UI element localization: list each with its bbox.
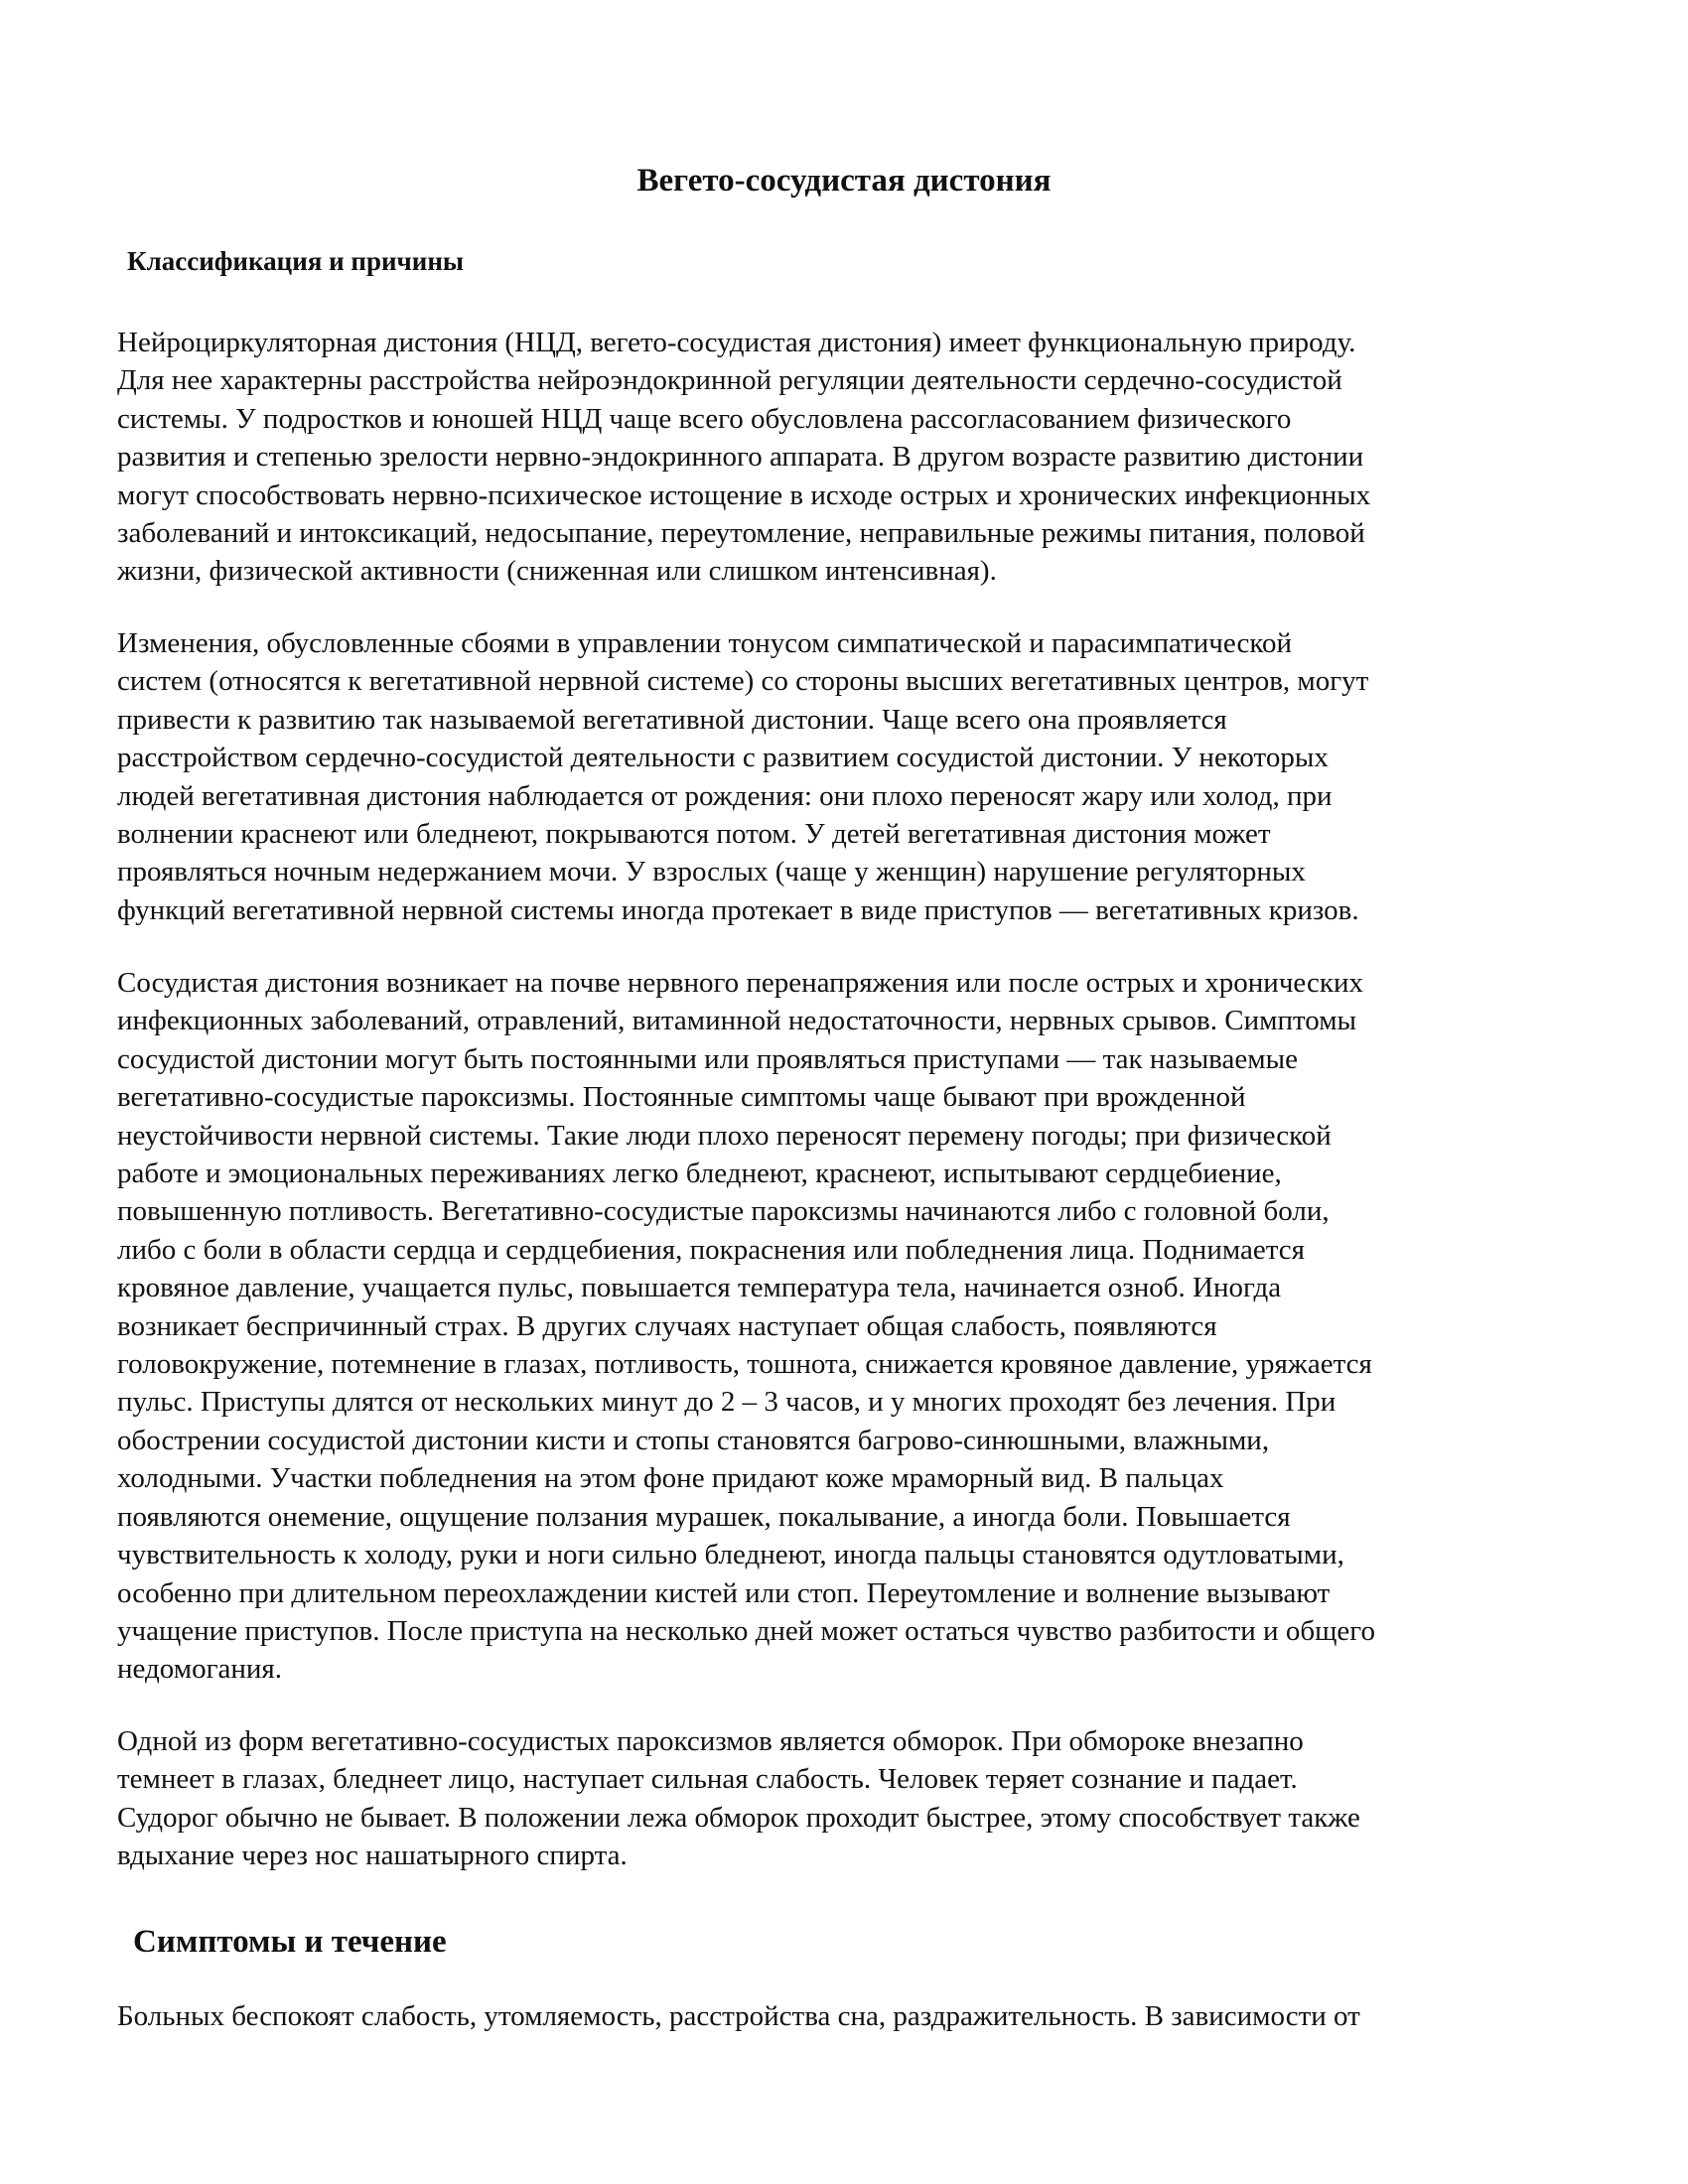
text-line: учащение приступов. После приступа на несколько дней может остаться чувство разбитости и общего [117,1614,1375,1647]
paragraph-vegetative-dystonia [117,624,1587,929]
text-line: Судорог обычно не бывает. В положении лежа обморок проходит быстрее, этому способствует также [117,1801,1360,1834]
text-line: повышенную потливость. Вегетативно-сосудистые пароксизмы начинаются либо с головной боли, [117,1195,1330,1228]
section-heading-classification: Классификация и причины [127,246,464,276]
text-line: Одной из форм вегетативно-сосудистых пароксизмов является обморок. При обмороке внезапно [117,1725,1304,1757]
text-line: развития и степенью зрелости нервно-эндокринного аппарата. В другом возрасте развитию дистонии [117,441,1364,474]
text-line: проявляться ночным недержанием мочи. У взрослых (чаще у женщин) нарушение регуляторных [117,856,1306,888]
text-line: расстройством сердечно-сосудистой деятельности с развитием сосудистой дистонии. У некоторых [117,742,1329,774]
text-line: появляются онемение, ощущение ползания мурашек, покалывание, а иногда боли. Повышается [117,1500,1291,1533]
text-line: системы. У подростков и юношей НЦД чаще всего обусловлена рассогласованием физического [117,402,1292,435]
text-line: жизни, физической активности (сниженная или слишком интенсивная). [117,555,997,588]
text-line: могут способствовать нервно-психическое истощение в исходе острых и хронических инфекционных [117,478,1371,511]
text-line: вдыхание через нос нашатырного спирта. [117,1840,628,1872]
text-line: особенно при длительном переохлаждении кистей или стоп. Переутомление и волнение вызывают [117,1576,1331,1609]
document-title: Вегето-сосудистая дистония [636,163,1052,199]
paragraph-symptoms [117,1997,1587,2035]
paragraph-fainting [117,1722,1587,1875]
text-line: недомогания. [117,1653,282,1686]
text-line: холодными. Участки побледнения на этом фоне придают коже мраморный вид. В пальцах [117,1462,1224,1495]
text-line: темнеет в глазах, бледнеет лицо, наступает сильная слабость. Человек теряет сознание и падает. [117,1763,1298,1796]
text-line: кровяное давление, учащается пульс, повышается температура тела, начинается озноб. Иногда [117,1272,1282,1304]
text-line: обострении сосудистой дистонии кисти и стопы становятся багрово-синюшными, влажными, [117,1424,1270,1456]
text-line: неустойчивости нервной системы. Такие люди плохо переносят перемену погоды; при физической [117,1119,1332,1152]
text-line: заболеваний и интоксикаций, недосыпание, переутомление, неправильные режимы питания, половой [117,517,1365,550]
text-line: сосудистой дистонии могут быть постоянными или проявляться приступами — так называемые [117,1042,1298,1075]
text-line: волнении краснеют или бледнеют, покрываются потом. У детей вегетативная дистония может [117,818,1271,851]
text-line: либо с боли в области сердца и сердцебиения, покраснения или побледнения лица. Поднимается [117,1233,1305,1266]
text-line: систем (относятся к вегетативной нервной системе) со стороны высших вегетативных центров, могут [117,665,1369,698]
text-line: Нейроциркуляторная дистония (НЦД, вегето-сосудистая дистония) имеет функциональную природу. [117,327,1356,358]
text-line: функций вегетативной нервной системы иногда протекает в виде приступов — вегетативных кризов. [117,893,1359,926]
text-line: вегетативно-сосудистые пароксизмы. Постоянные симптомы чаще бывают при врожденной [117,1081,1246,1114]
text-line: Сосудистая дистония возникает на почве нервного перенапряжения или после острых и хронических [117,967,1363,999]
text-line: Для нее характерны расстройства нейроэндокринной регуляции деятельности сердечно-сосудистой [117,364,1342,397]
text-line: возникает беспричинный страх. В других случаях наступает общая слабость, появляются [117,1309,1217,1342]
text-line: работе и эмоциональных переживаниях легко бледнеют, краснеют, испытывают сердцебиение, [117,1158,1282,1190]
text-line: Изменения, обусловленные сбоями в управлении тонусом симпатической и парасимпатической [117,627,1292,659]
text-line: пульс. Приступы длятся от нескольких минут до 2 – 3 часов, и у многих проходят без лечения. При [117,1386,1336,1419]
paragraph-vascular-dystonia [117,964,1587,1689]
text-line: привести к развитию так называемой вегетативной дистонии. Чаще всего она проявляется [117,703,1227,736]
section-heading-symptoms: Симптомы и течение [133,1924,447,1960]
text-line: людей вегетативная дистония наблюдается от рождения: они плохо переносят жару или холод, при [117,779,1333,812]
text-line: инфекционных заболеваний, отравлений, витаминной недостаточности, нервных срывов. Симптомы [117,1005,1357,1037]
text-line: Больных беспокоят слабость, утомляемость, расстройства сна, раздражительность. В зависимости от [117,2000,1360,2032]
text-line: головокружение, потемнение в глазах, потливость, тошнота, снижается кровяное давление, уряжается [117,1348,1372,1381]
paragraph-ncd-intro [117,324,1587,591]
text-line: чувствительность к холоду, руки и ноги сильно бледнеют, иногда пальцы становятся одутловатыми, [117,1539,1344,1571]
